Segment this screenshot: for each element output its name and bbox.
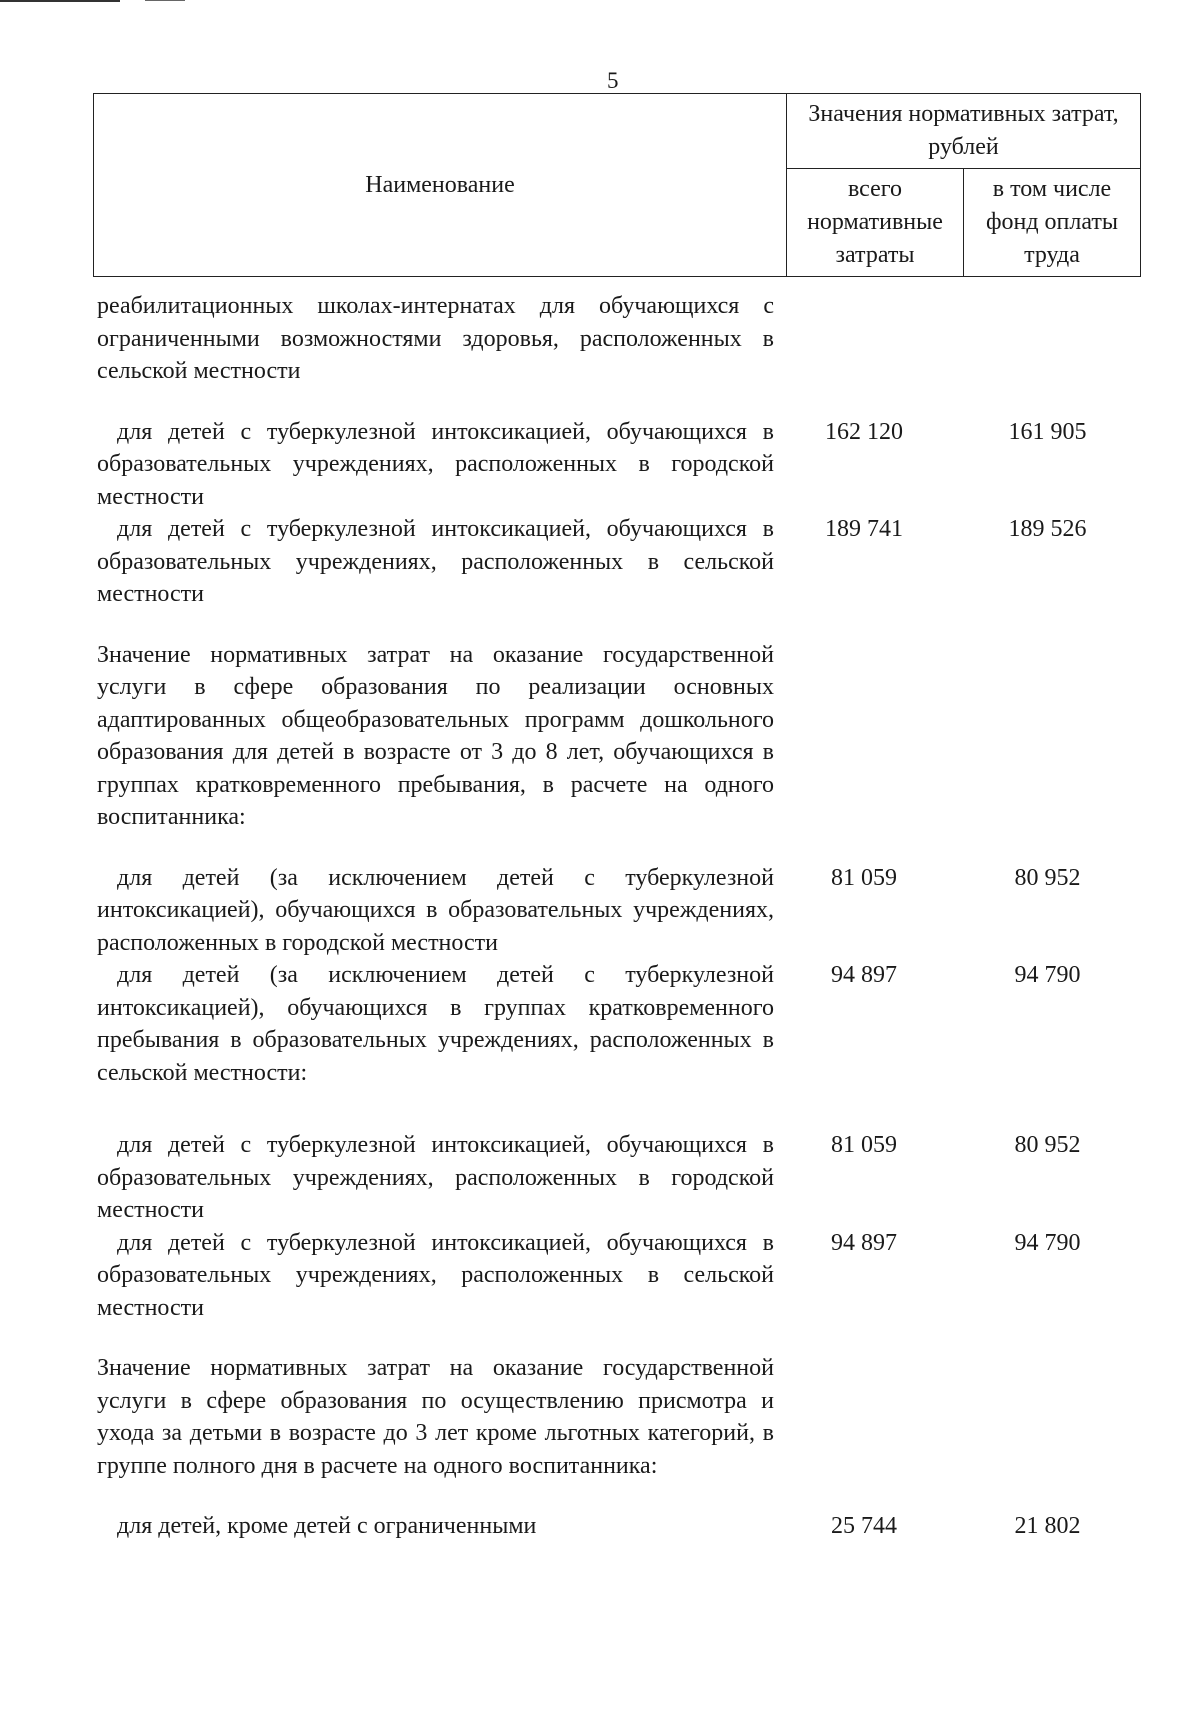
row-text: для детей (за исключением детей с туберкулезной интоксикацией), обучающихся в образовательных учреждениях, расположенных в городской местности (97, 864, 774, 956)
table-row (97, 416, 1141, 514)
row-fot: 94 790 (1014, 962, 1081, 988)
table-row (97, 290, 1141, 388)
row-text: для детей с туберкулезной интоксикацией, обучающихся в образовательных учреждениях, расположенных в городской местности (97, 1132, 774, 1223)
page-number: 5 (607, 68, 619, 93)
row-text: для детей с туберкулезной интоксикацией, обучающихся в образовательных учреждениях, расположенных в сельской местности (97, 516, 774, 607)
column-header-name: Наименование (94, 94, 787, 277)
table-row (97, 1227, 1141, 1325)
row-total (774, 639, 954, 834)
column-header-values-group: Значения нормативных затрат, рублей (787, 94, 1141, 169)
row-total: 94 897 (831, 1229, 897, 1256)
table-row (97, 639, 1141, 834)
row-text: для детей, кроме детей с ограниченными (117, 1513, 537, 1539)
table-body (97, 290, 1141, 1543)
table-row (97, 862, 1141, 960)
row-fot: 189 526 (1008, 516, 1087, 542)
table-row (97, 959, 1141, 1089)
row-fot: 161 905 (1008, 418, 1087, 445)
row-text: Значение нормативных затрат на оказание государственной услуги в сфере образования по реализации основных адаптированных общеобразовательных программ дошкольного образования для детей в возрасте от 3 до 8 лет, обучающихся в группах кратковременного пребывания, в расчете на одного воспитанника: (97, 641, 774, 830)
row-text: для детей с туберкулезной интоксикацией, обучающихся в образовательных учреждениях, расположенных в городской местности (97, 418, 774, 510)
column-header-fot: в том числе фонд оплаты труда (964, 169, 1141, 277)
row-total: 189 741 (825, 516, 903, 542)
row-total (774, 290, 954, 388)
scan-artifact (0, 0, 120, 2)
row-text: Значение нормативных затрат на оказание государственной услуги в сфере образования по осуществлению присмотра и ухода за детьми в возрасте до 3 лет кроме льготных категорий, в группе полного дня в расчете на одного воспитанника: (97, 1355, 774, 1479)
table-row (97, 1510, 1141, 1543)
table-row (97, 1352, 1141, 1482)
row-total: 81 059 (831, 864, 897, 891)
table-row (97, 1129, 1141, 1227)
row-text: для детей с туберкулезной интоксикацией, обучающихся в образовательных учреждениях, расположенных в сельской местности (97, 1229, 774, 1321)
table-header (93, 93, 1141, 277)
row-fot: 94 790 (1014, 1229, 1081, 1256)
row-fot (954, 1352, 1141, 1482)
row-text: реабилитационных школах-интернатах для обучающихся с ограниченными возможностями здоровья, расположенных в сельской местности (97, 293, 774, 384)
row-fot (954, 639, 1141, 834)
row-fot (954, 290, 1141, 388)
row-total: 94 897 (831, 962, 897, 988)
row-total (774, 1352, 954, 1482)
row-total: 81 059 (831, 1132, 897, 1158)
column-header-total: всего нормативные затраты (787, 169, 964, 277)
row-fot: 80 952 (1014, 1132, 1081, 1158)
table-row (97, 513, 1141, 611)
scan-artifact (145, 0, 185, 1)
row-total: 25 744 (831, 1513, 897, 1539)
row-fot: 21 802 (1014, 1513, 1081, 1539)
row-text: для детей (за исключением детей с туберкулезной интоксикацией), обучающихся в группах кратковременного пребывания в образовательных учреждениях, расположенных в сельской местности: (97, 962, 774, 1086)
row-fot: 80 952 (1014, 864, 1081, 891)
row-total: 162 120 (825, 418, 903, 445)
